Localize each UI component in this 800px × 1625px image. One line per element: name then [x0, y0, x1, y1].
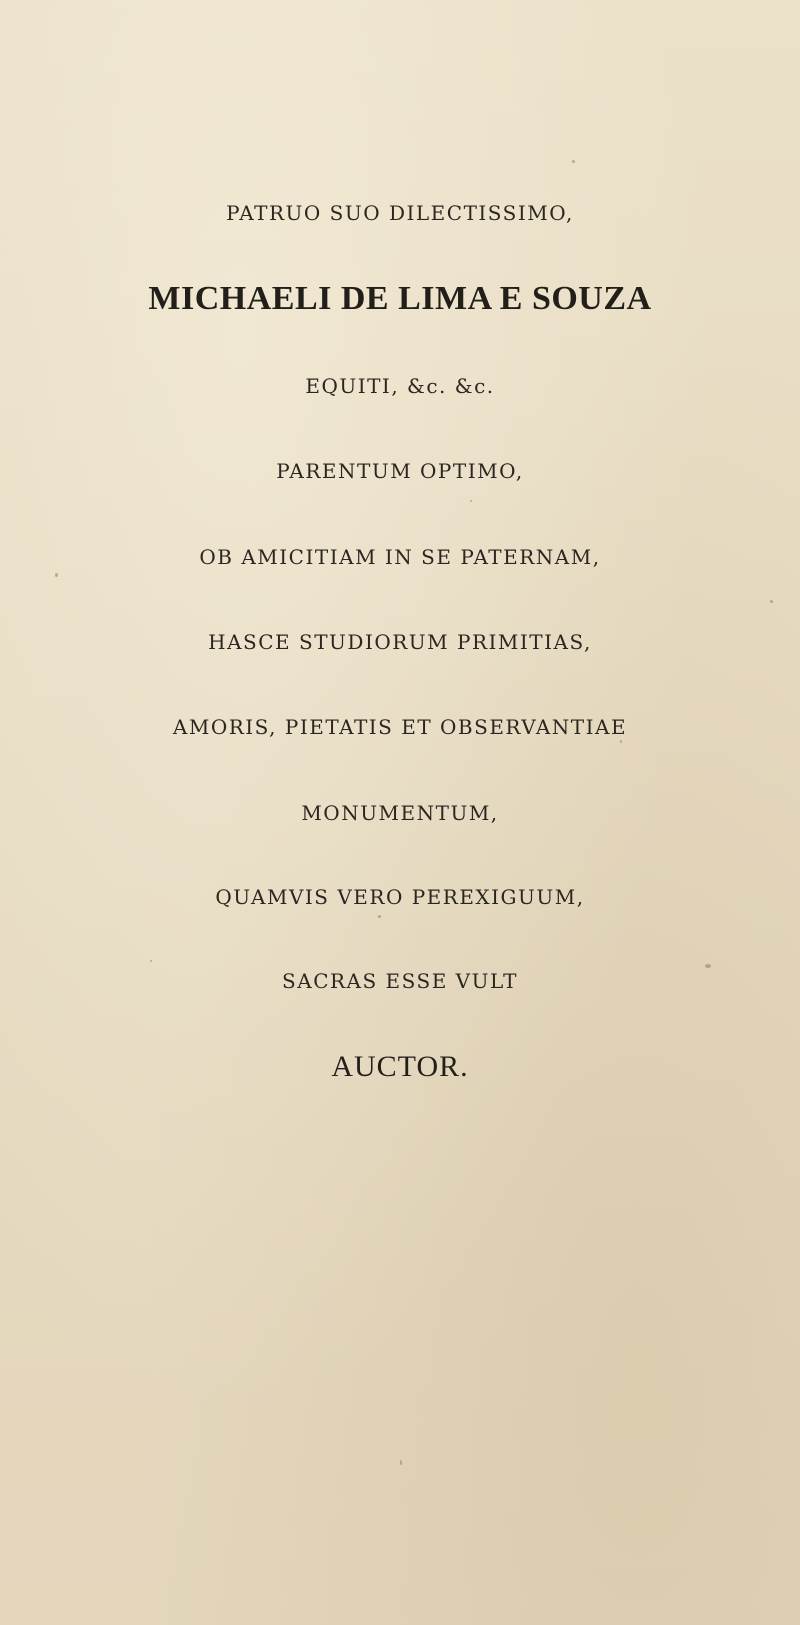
dedication-line-equiti: EQUITI, &c. &c.: [305, 374, 495, 398]
paper-speck: [705, 964, 711, 968]
dedication-line-monumentum: MONUMENTUM,: [301, 801, 499, 825]
dedication-signature: AUCTOR.: [331, 1050, 469, 1083]
dedication-line-quamvis: QUAMVIS VERO PEREXIGUUM,: [215, 885, 585, 909]
dedication-line-amicitiam: OB AMICITIAM IN SE PATERNAM,: [199, 545, 601, 569]
dedication-line-name: MICHAELI DE LIMA E SOUZA: [148, 280, 652, 317]
paper-speck: [150, 960, 152, 962]
paper-speck: [470, 500, 472, 502]
dedication-line-sacras: SACRAS ESSE VULT: [282, 969, 518, 993]
paper-speck: [572, 160, 575, 163]
paper-speck: [55, 573, 58, 577]
dedication-line-parentum: PARENTUM OPTIMO,: [276, 459, 524, 483]
paper-speck: [620, 740, 622, 743]
paper-speck: [770, 600, 773, 603]
dedication-line-amoris: AMORIS, PIETATIS ET OBSERVANTIAE: [172, 715, 628, 739]
dedication-line-patruo: PATRUO SUO DILECTISSIMO,: [226, 201, 574, 225]
paper-speck: [378, 915, 381, 918]
dedication-line-primitias: HASCE STUDIORUM PRIMITIAS,: [208, 630, 592, 654]
paper-speck: [400, 1460, 402, 1465]
